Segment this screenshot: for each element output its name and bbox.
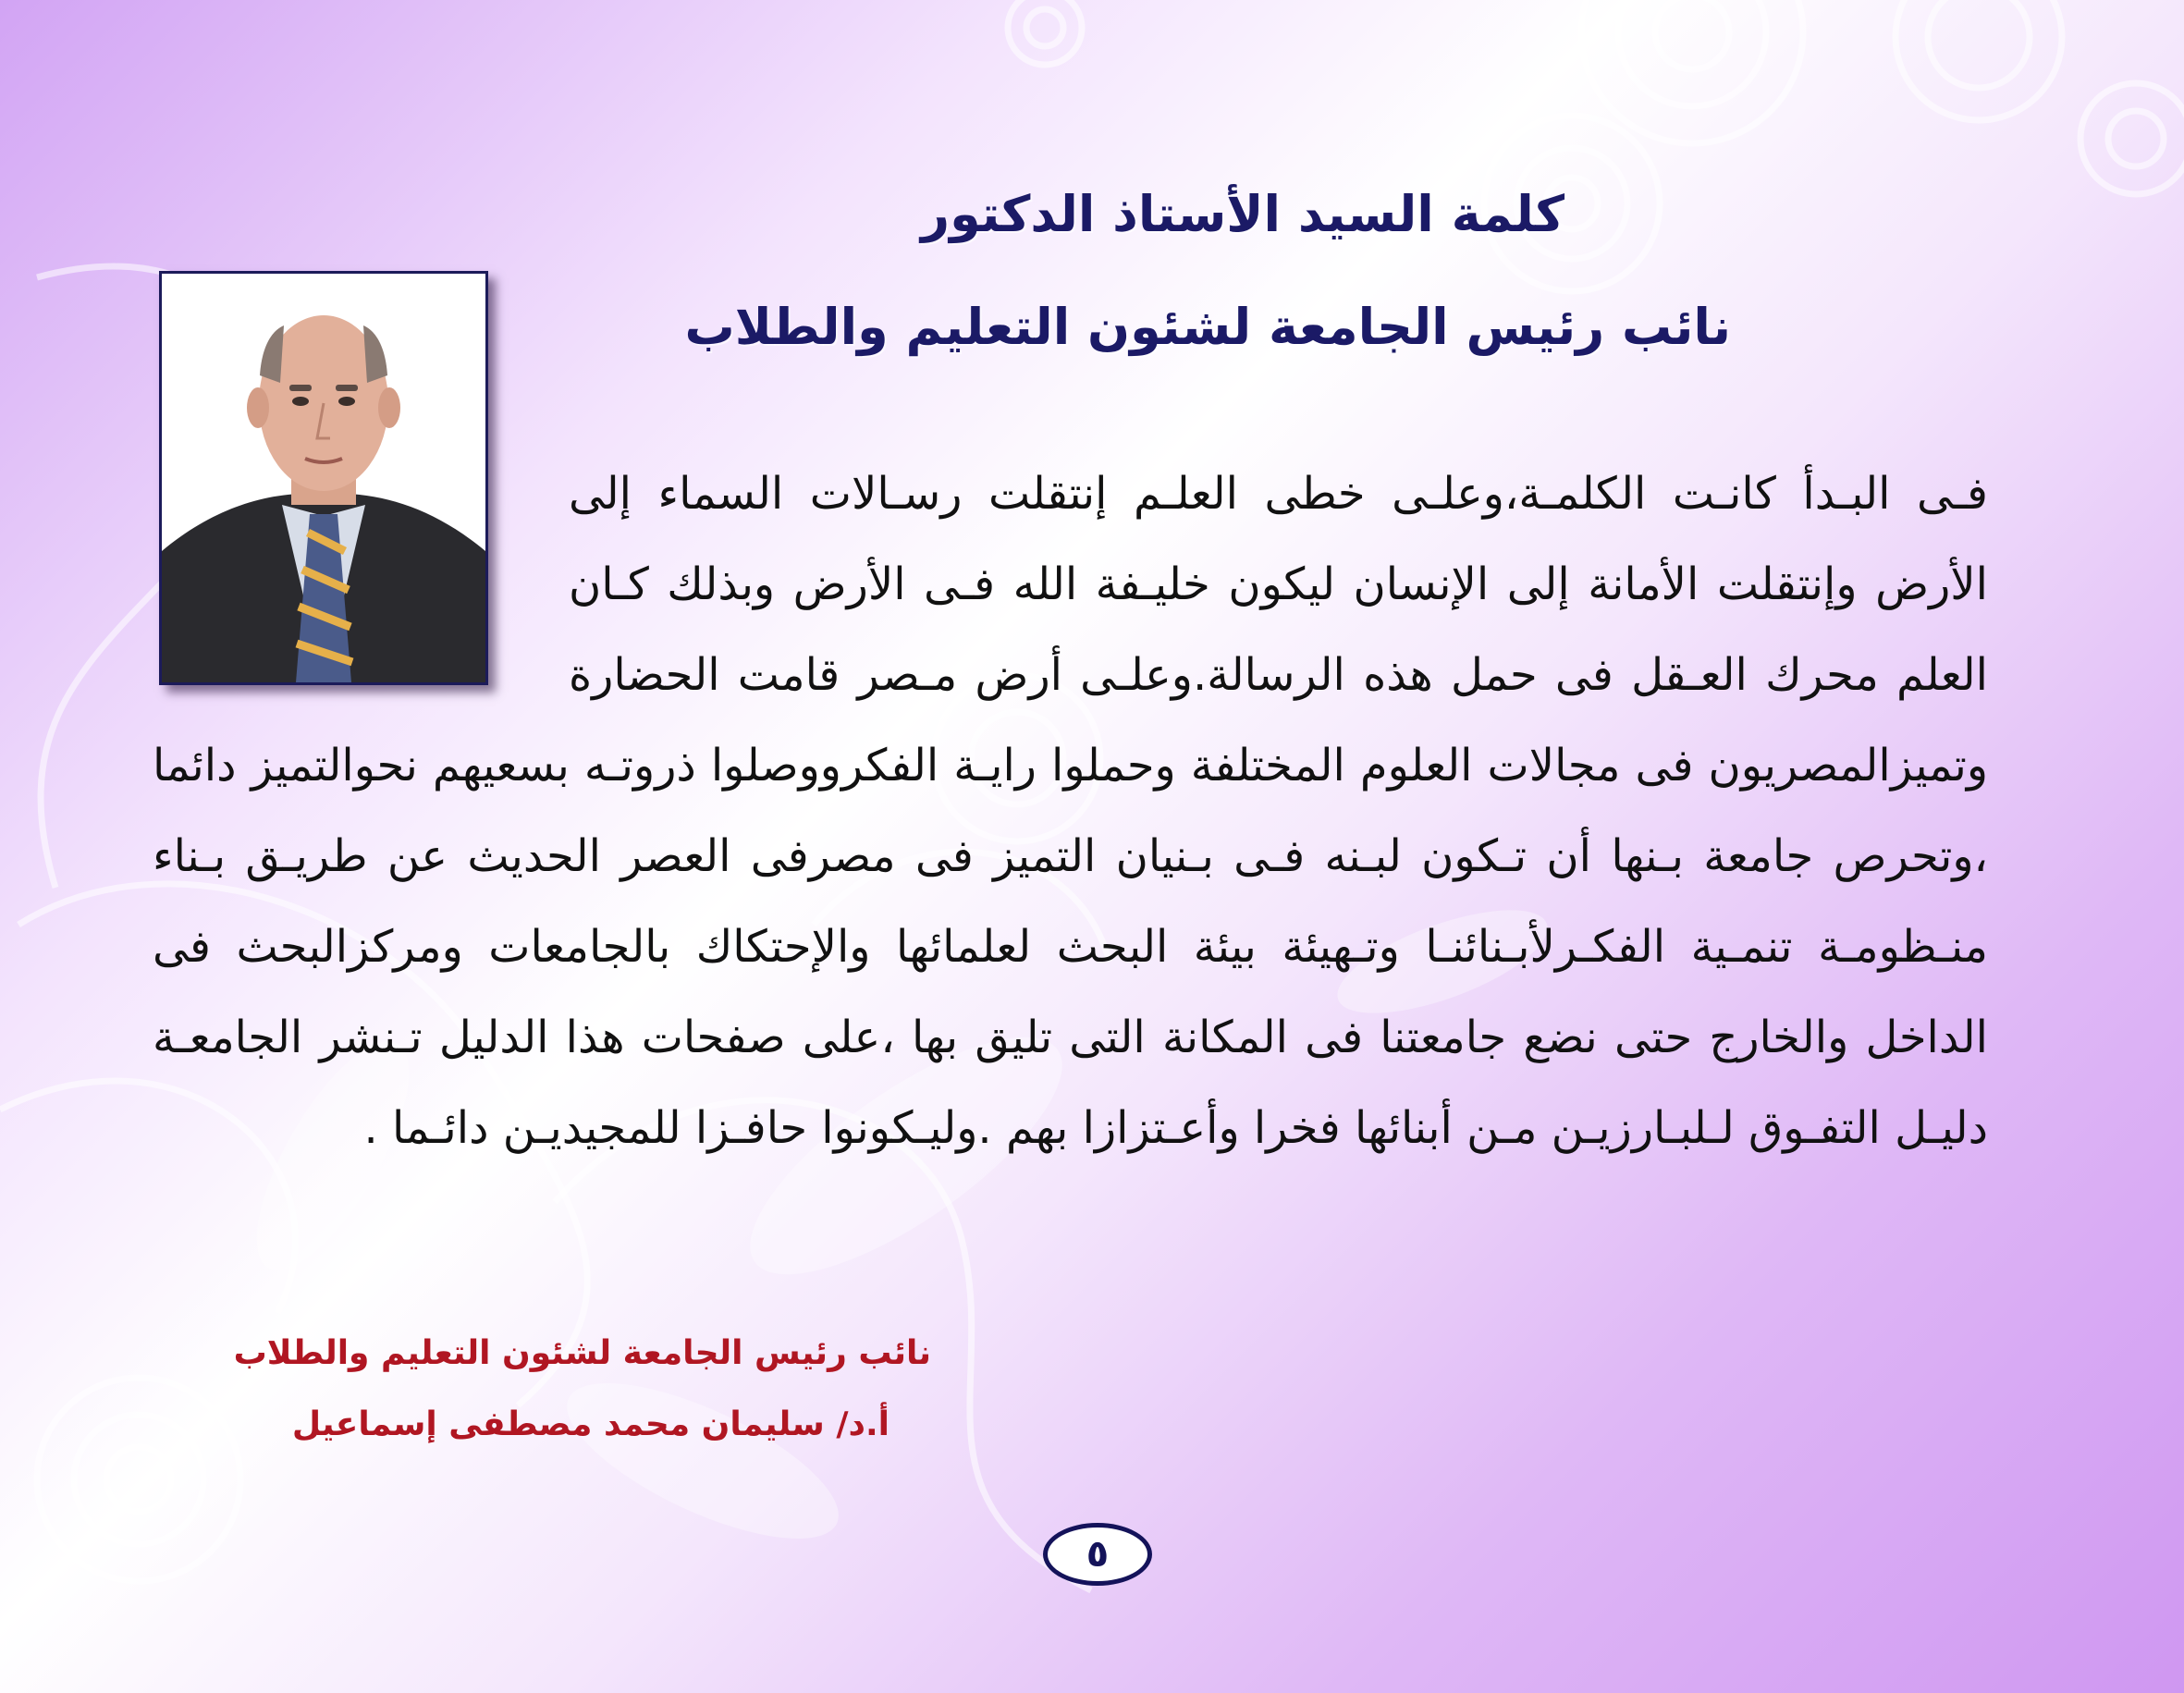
- body-paragraph: [153, 448, 1988, 1173]
- signature-name: أ.د/ سليمان محمد مصطفى إسماعيل: [291, 1405, 890, 1443]
- body-paragraph-text: فـى البـدأ كانـت الكلمـة،وعلـى خطى العلـم إنتقلت رسـالات السماء إلى الأرض وإنتقلت الأمانة إلى الإنسان ليكون خليـفة الله فـى الأرض وبذلك كـان العلم محرك العـقل فى حمل هذه الرسالة.وعلـى أرض مـصر قامت الحضارة وتميزالمصريون فى مجالات العلوم المختلفة وحملوا رايـة الفكرووصلوا ذروتـه بسعيهم نحوالتميز دائما ،وتحرص جامعة بـنها أن تـكون لبـنه فـى بـنيان التميز فى مصرفى العصر الحديث عن طريـق بـناء منـظومـة تنمـية الفكـرلأبـنائنـا وتـهيئة بيئة البحث لعلمائها والإحتكاك بالجامعات ومركزالبحث فى الداخل والخارج حتى نضع جامعتنا فى المكانة التى تليق بها ،على صفحات هذا الدليل تـنشر الجامعـة دليـل التفـوق لـلبـارزيـن مـن أبنائها فخرا وأعـتزازا بهم .وليـكونوا حافـزا للمجيديـن دائـما .: [153, 468, 1988, 1154]
- photo-text-wrap-spacer: [153, 448, 569, 717]
- signature-title: نائب رئيس الجامعة لشئون التعليم والطلاب: [233, 1334, 931, 1372]
- page-number: ٥: [1086, 1533, 1110, 1576]
- page-number-badge: [1043, 1523, 1152, 1586]
- heading-speech-of-professor: كلمة السيد الأستاذ الدكتور: [921, 185, 1564, 243]
- heading-vice-president-title: نائب رئيس الجامعة لشئون التعليم والطلاب: [684, 298, 1731, 356]
